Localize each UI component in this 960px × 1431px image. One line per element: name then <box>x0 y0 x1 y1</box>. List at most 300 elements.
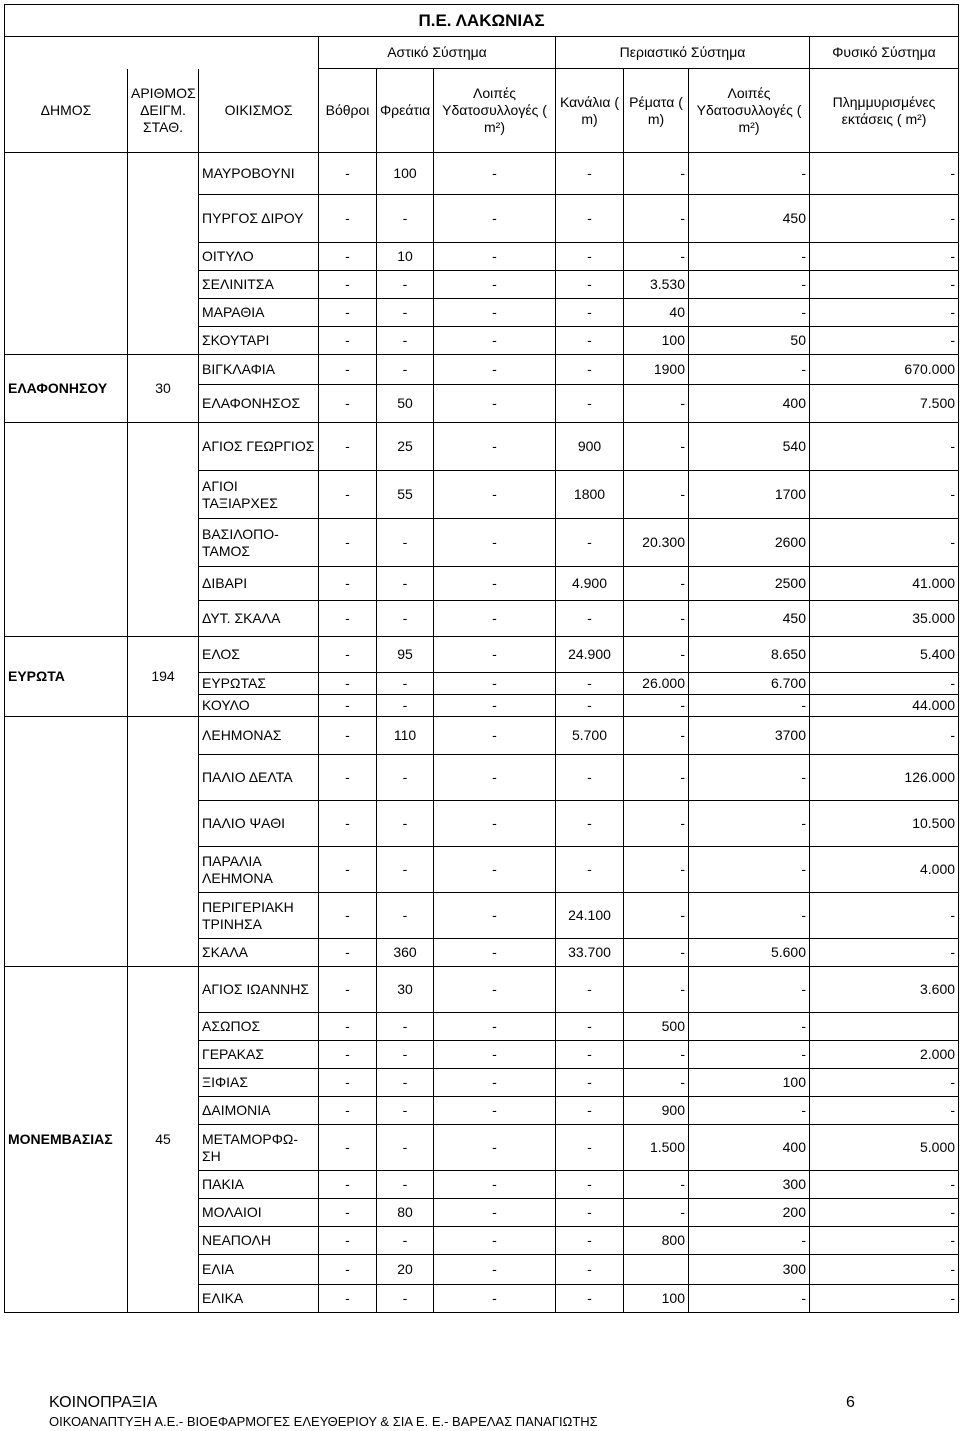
value-cell: - <box>319 355 377 385</box>
value-cell: - <box>810 1069 959 1097</box>
value-cell: 800 <box>624 1227 689 1255</box>
value-cell: - <box>377 567 434 601</box>
value-cell: - <box>377 1125 434 1171</box>
value-cell: - <box>319 1285 377 1313</box>
value-cell: - <box>810 299 959 327</box>
value-cell: - <box>810 271 959 299</box>
value-cell: - <box>319 673 377 695</box>
value-cell: - <box>556 1097 624 1125</box>
value-cell: - <box>377 1171 434 1199</box>
settlement-name: ΚΟΥΛΟ <box>199 695 319 717</box>
value-cell: - <box>319 717 377 755</box>
value-cell: 30 <box>377 967 434 1013</box>
value-cell: - <box>556 1227 624 1255</box>
value-cell: - <box>377 1097 434 1125</box>
value-cell: - <box>624 423 689 471</box>
value-cell: - <box>556 601 624 637</box>
group-urban: Αστικό Σύστημα <box>319 37 556 69</box>
value-cell: - <box>319 271 377 299</box>
value-cell: - <box>377 695 434 717</box>
value-cell: - <box>434 1069 556 1097</box>
value-cell: 670.000 <box>810 355 959 385</box>
value-cell: - <box>556 673 624 695</box>
value-cell: 100 <box>377 153 434 195</box>
col-dimos: ΔΗΜΟΣ <box>5 69 128 153</box>
value-cell: - <box>556 695 624 717</box>
value-cell: - <box>434 847 556 893</box>
value-cell: - <box>624 1069 689 1097</box>
value-cell: - <box>624 755 689 801</box>
value-cell: - <box>434 1041 556 1069</box>
value-cell: - <box>810 939 959 967</box>
value-cell: 5.700 <box>556 717 624 755</box>
value-cell: - <box>319 1227 377 1255</box>
value-cell: - <box>434 637 556 673</box>
value-cell: - <box>434 299 556 327</box>
station-count: 30 <box>128 355 199 423</box>
value-cell: - <box>377 195 434 243</box>
value-cell: - <box>556 355 624 385</box>
settlement-name: ΑΣΩΠΟΣ <box>199 1013 319 1041</box>
value-cell: 44.000 <box>810 695 959 717</box>
value-cell: - <box>810 327 959 355</box>
value-cell: - <box>434 153 556 195</box>
value-cell: - <box>556 385 624 423</box>
value-cell: - <box>810 1227 959 1255</box>
settlement-name: ΠΕΡΙΓΕΡΙΑΚΗ ΤΡΙΝΗΣΑ <box>199 893 319 939</box>
settlement-name: ΣΚΑΛΑ <box>199 939 319 967</box>
value-cell: - <box>377 271 434 299</box>
value-cell: - <box>624 939 689 967</box>
value-cell: - <box>377 755 434 801</box>
value-cell: 50 <box>377 385 434 423</box>
value-cell: - <box>434 1013 556 1041</box>
settlement-name: ΓΕΡΑΚΑΣ <box>199 1041 319 1069</box>
value-cell: - <box>434 1125 556 1171</box>
value-cell: 7.500 <box>810 385 959 423</box>
value-cell: 55 <box>377 471 434 519</box>
value-cell: - <box>689 299 810 327</box>
value-cell: - <box>434 1285 556 1313</box>
value-cell: - <box>319 153 377 195</box>
settlement-name: ΠΑΛΙΟ ΔΕΛΤΑ <box>199 755 319 801</box>
settlement-name: ΜΑΥΡΟΒΟΥΝΙ <box>199 153 319 195</box>
value-cell: 5.600 <box>689 939 810 967</box>
value-cell: - <box>434 567 556 601</box>
footer-company: ΚΟΙΝΟΠΡΑΞΙΑ <box>49 1394 158 1411</box>
value-cell: - <box>689 243 810 271</box>
value-cell: - <box>689 355 810 385</box>
value-cell: - <box>319 299 377 327</box>
value-cell: - <box>434 1171 556 1199</box>
station-count: 45 <box>128 967 199 1313</box>
settlement-name: ΟΙΤΥΛΟ <box>199 243 319 271</box>
value-cell: - <box>624 967 689 1013</box>
col-kanalia: Κανάλια ( m) <box>556 69 624 153</box>
value-cell: 2.000 <box>810 1041 959 1069</box>
municipality-blank <box>5 423 128 637</box>
value-cell: - <box>434 717 556 755</box>
value-cell: - <box>377 893 434 939</box>
value-cell: 35.000 <box>810 601 959 637</box>
settlement-name: ΛΕΗΜΟΝΑΣ <box>199 717 319 755</box>
value-cell: 40 <box>624 299 689 327</box>
station-count: 194 <box>128 637 199 717</box>
station-blank <box>128 717 199 967</box>
table-row <box>5 153 959 195</box>
value-cell: 20.300 <box>624 519 689 567</box>
settlement-name: ΑΓΙΟΣ ΙΩΑΝΝΗΣ <box>199 967 319 1013</box>
value-cell: - <box>689 967 810 1013</box>
value-cell: - <box>434 423 556 471</box>
value-cell: - <box>377 1013 434 1041</box>
value-cell: - <box>689 1227 810 1255</box>
value-cell: - <box>624 601 689 637</box>
value-cell: 126.000 <box>810 755 959 801</box>
value-cell <box>810 1013 959 1041</box>
value-cell: - <box>319 755 377 801</box>
value-cell: 4.000 <box>810 847 959 893</box>
value-cell: 100 <box>689 1069 810 1097</box>
value-cell: - <box>624 847 689 893</box>
municipality-name: ΕΥΡΩΤΑ <box>5 637 128 717</box>
value-cell <box>624 1255 689 1285</box>
value-cell: - <box>377 519 434 567</box>
value-cell: 5.000 <box>810 1125 959 1171</box>
settlement-name: ΕΛΙΚΑ <box>199 1285 319 1313</box>
value-cell: 95 <box>377 637 434 673</box>
value-cell: 24.900 <box>556 637 624 673</box>
value-cell: - <box>810 519 959 567</box>
settlement-name: ΠΑΡΑΛΙΑ ΛΕΗΜΟΝΑ <box>199 847 319 893</box>
value-cell: 3.530 <box>624 271 689 299</box>
settlement-name: ΕΥΡΩΤΑΣ <box>199 673 319 695</box>
value-cell: 450 <box>689 601 810 637</box>
value-cell: 100 <box>624 1285 689 1313</box>
value-cell: - <box>319 195 377 243</box>
value-cell: 80 <box>377 1199 434 1227</box>
value-cell: - <box>434 271 556 299</box>
value-cell: - <box>434 519 556 567</box>
value-cell: - <box>810 717 959 755</box>
table-row <box>5 423 959 471</box>
value-cell: - <box>556 1125 624 1171</box>
value-cell: - <box>434 195 556 243</box>
value-cell: - <box>319 243 377 271</box>
value-cell: - <box>810 471 959 519</box>
value-cell: - <box>319 1255 377 1285</box>
settlement-name: ΜΟΛΑΙΟΙ <box>199 1199 319 1227</box>
header-spacer <box>5 37 319 69</box>
value-cell: - <box>319 939 377 967</box>
value-cell: - <box>434 471 556 519</box>
value-cell: - <box>624 695 689 717</box>
table-row <box>5 717 959 755</box>
value-cell: - <box>319 1013 377 1041</box>
value-cell: - <box>689 1097 810 1125</box>
col-loipes-natural: Λοιπές Υδατοσυλλογές ( m²) <box>689 69 810 153</box>
value-cell: - <box>319 967 377 1013</box>
municipality-name: ΜΟΝΕΜΒΑΣΙΑΣ <box>5 967 128 1313</box>
settlement-name: ΒΑΣΙΛΟΠΟ-ΤΑΜΟΣ <box>199 519 319 567</box>
value-cell: - <box>556 1171 624 1199</box>
settlement-name: ΠΥΡΓΟΣ ΔΙΡΟΥ <box>199 195 319 243</box>
footer <box>49 1394 598 1429</box>
value-cell: - <box>556 1069 624 1097</box>
value-cell: - <box>689 893 810 939</box>
value-cell: - <box>319 423 377 471</box>
value-cell: - <box>689 1285 810 1313</box>
value-cell: 26.000 <box>624 673 689 695</box>
value-cell: - <box>810 673 959 695</box>
value-cell: - <box>624 801 689 847</box>
col-plimmyrismenes: Πλημμυρισμένες εκτάσεις ( m²) <box>810 69 959 153</box>
value-cell: 100 <box>624 327 689 355</box>
value-cell: - <box>624 1171 689 1199</box>
value-cell: - <box>319 637 377 673</box>
value-cell: - <box>319 1069 377 1097</box>
group-peripheral: Περιαστικό Σύστημα <box>556 37 810 69</box>
value-cell: 900 <box>624 1097 689 1125</box>
value-cell: - <box>377 847 434 893</box>
value-cell: 6.700 <box>689 673 810 695</box>
value-cell: - <box>434 673 556 695</box>
settlement-name: ΒΙΓΚΛΑΦΙΑ <box>199 355 319 385</box>
settlement-name: ΣΚΟΥΤΑΡΙ <box>199 327 319 355</box>
value-cell: 400 <box>689 1125 810 1171</box>
footer-members: ΟΙΚΟΑΝΑΠΤΥΞΗ Α.Ε.- ΒΙΟΕΦΑΡΜΟΓΕΣ ΕΛΕΥΘΕΡΙΟΥ & ΣΙΑ Ε. Ε.- ΒΑΡΕΛΑΣ ΠΑΝΑΓΙΩΤΗΣ <box>49 1414 598 1429</box>
value-cell: - <box>624 717 689 755</box>
col-vothroi: Βόθροι <box>319 69 377 153</box>
value-cell: - <box>434 355 556 385</box>
value-cell: - <box>434 243 556 271</box>
value-cell: - <box>556 519 624 567</box>
col-freatia: Φρεάτια <box>377 69 434 153</box>
value-cell: 25 <box>377 423 434 471</box>
value-cell: - <box>556 755 624 801</box>
value-cell: - <box>556 801 624 847</box>
value-cell: - <box>319 567 377 601</box>
value-cell: - <box>434 967 556 1013</box>
data-table <box>4 4 959 1313</box>
value-cell: - <box>319 1097 377 1125</box>
value-cell: - <box>810 195 959 243</box>
value-cell: - <box>319 1199 377 1227</box>
table-row <box>5 967 959 1013</box>
value-cell: 300 <box>689 1255 810 1285</box>
value-cell: - <box>377 299 434 327</box>
value-cell: - <box>689 695 810 717</box>
value-cell: 20 <box>377 1255 434 1285</box>
value-cell: 1700 <box>689 471 810 519</box>
value-cell: - <box>434 939 556 967</box>
page-number: 6 <box>846 1394 855 1411</box>
value-cell: - <box>810 1255 959 1285</box>
settlement-name: ΕΛΟΣ <box>199 637 319 673</box>
settlement-name: ΑΓΙΟΣ ΓΕΩΡΓΙΟΣ <box>199 423 319 471</box>
value-cell: - <box>624 471 689 519</box>
value-cell: - <box>624 153 689 195</box>
value-cell: 540 <box>689 423 810 471</box>
settlement-name: ΔΥΤ. ΣΚΑΛΑ <box>199 601 319 637</box>
value-cell: - <box>624 243 689 271</box>
value-cell: - <box>624 1041 689 1069</box>
settlement-name: ΑΓΙΟΙ ΤΑΞΙΑΡΧΕΣ <box>199 471 319 519</box>
group-natural: Φυσικό Σύστημα <box>810 37 959 69</box>
value-cell: - <box>556 195 624 243</box>
settlement-name: ΠΑΚΙΑ <box>199 1171 319 1199</box>
value-cell: - <box>434 1255 556 1285</box>
value-cell: - <box>556 299 624 327</box>
value-cell: - <box>556 271 624 299</box>
value-cell: - <box>319 1125 377 1171</box>
value-cell: - <box>556 1285 624 1313</box>
value-cell: - <box>319 1171 377 1199</box>
settlement-name: ΜΑΡΑΘΙΑ <box>199 299 319 327</box>
value-cell: - <box>689 801 810 847</box>
value-cell: - <box>434 1199 556 1227</box>
settlement-name: ΠΑΛΙΟ ΨΑΘΙ <box>199 801 319 847</box>
value-cell: - <box>434 893 556 939</box>
value-cell: 50 <box>689 327 810 355</box>
value-cell: - <box>624 195 689 243</box>
value-cell: - <box>624 385 689 423</box>
value-cell: - <box>810 153 959 195</box>
value-cell: - <box>810 1097 959 1125</box>
value-cell: - <box>377 355 434 385</box>
value-cell: - <box>556 153 624 195</box>
value-cell: - <box>810 893 959 939</box>
value-cell: 1800 <box>556 471 624 519</box>
value-cell: - <box>434 327 556 355</box>
value-cell: 200 <box>689 1199 810 1227</box>
value-cell: - <box>319 847 377 893</box>
value-cell: 1.500 <box>624 1125 689 1171</box>
value-cell: - <box>319 327 377 355</box>
value-cell: - <box>689 755 810 801</box>
col-oikismos: ΟΙΚΙΣΜΟΣ <box>199 69 319 153</box>
value-cell: - <box>810 1199 959 1227</box>
value-cell: 300 <box>689 1171 810 1199</box>
value-cell: 10 <box>377 243 434 271</box>
value-cell: - <box>319 385 377 423</box>
value-cell: 41.000 <box>810 567 959 601</box>
settlement-name: ΕΛΙΑ <box>199 1255 319 1285</box>
value-cell: - <box>810 1285 959 1313</box>
value-cell: - <box>377 673 434 695</box>
value-cell: 2500 <box>689 567 810 601</box>
value-cell: - <box>434 385 556 423</box>
table-row <box>5 355 959 385</box>
value-cell: - <box>434 695 556 717</box>
value-cell: - <box>624 893 689 939</box>
value-cell: - <box>556 967 624 1013</box>
value-cell: - <box>556 1199 624 1227</box>
settlement-name: ΕΛΑΦΟΝΗΣΟΣ <box>199 385 319 423</box>
value-cell: - <box>434 601 556 637</box>
value-cell: - <box>556 1041 624 1069</box>
table-title: Π.Ε. ΛΑΚΩΝΙΑΣ <box>5 5 959 37</box>
value-cell: - <box>319 893 377 939</box>
municipality-blank <box>5 717 128 967</box>
settlement-name: ΞΙΦΙΑΣ <box>199 1069 319 1097</box>
value-cell: 24.100 <box>556 893 624 939</box>
value-cell: - <box>319 1041 377 1069</box>
value-cell: - <box>319 695 377 717</box>
value-cell: 8.650 <box>689 637 810 673</box>
value-cell: - <box>434 1097 556 1125</box>
value-cell: - <box>624 567 689 601</box>
value-cell: - <box>624 637 689 673</box>
value-cell: 2600 <box>689 519 810 567</box>
value-cell: - <box>810 1171 959 1199</box>
document-sheet <box>4 4 959 1313</box>
value-cell: 450 <box>689 195 810 243</box>
value-cell: 360 <box>377 939 434 967</box>
value-cell: - <box>434 755 556 801</box>
value-cell: 400 <box>689 385 810 423</box>
value-cell: - <box>624 1199 689 1227</box>
value-cell: - <box>377 1069 434 1097</box>
value-cell: - <box>319 519 377 567</box>
value-cell: - <box>556 1255 624 1285</box>
value-cell: - <box>434 1227 556 1255</box>
value-cell: 33.700 <box>556 939 624 967</box>
value-cell: - <box>556 1013 624 1041</box>
col-loipes-urban: Λοιπές Υδατοσυλλογές ( m²) <box>434 69 556 153</box>
settlement-name: ΝΕΑΠΟΛΗ <box>199 1227 319 1255</box>
value-cell: - <box>556 847 624 893</box>
value-cell: - <box>689 1013 810 1041</box>
station-blank <box>128 423 199 637</box>
settlement-name: ΣΕΛΙΝΙΤΣΑ <box>199 271 319 299</box>
value-cell: 900 <box>556 423 624 471</box>
value-cell: 3.600 <box>810 967 959 1013</box>
municipality-blank <box>5 153 128 355</box>
value-cell: 4.900 <box>556 567 624 601</box>
value-cell: - <box>377 327 434 355</box>
value-cell: - <box>556 243 624 271</box>
value-cell: 10.500 <box>810 801 959 847</box>
municipality-name: ΕΛΑΦΟΝΗΣΟΥ <box>5 355 128 423</box>
value-cell: - <box>319 471 377 519</box>
settlement-name: ΜΕΤΑΜΟΡΦΩ-ΣΗ <box>199 1125 319 1171</box>
value-cell: 110 <box>377 717 434 755</box>
value-cell: - <box>319 601 377 637</box>
value-cell: 500 <box>624 1013 689 1041</box>
value-cell: 3700 <box>689 717 810 755</box>
value-cell: - <box>377 601 434 637</box>
settlement-name: ΔΑΙΜΟΝΙΑ <box>199 1097 319 1125</box>
value-cell: - <box>689 153 810 195</box>
value-cell: - <box>689 271 810 299</box>
value-cell: 1900 <box>624 355 689 385</box>
value-cell: - <box>377 801 434 847</box>
value-cell: - <box>689 847 810 893</box>
value-cell: - <box>810 243 959 271</box>
station-blank <box>128 153 199 355</box>
value-cell: 5.400 <box>810 637 959 673</box>
value-cell: - <box>556 327 624 355</box>
table-row <box>5 637 959 673</box>
value-cell: - <box>689 1041 810 1069</box>
value-cell: - <box>377 1285 434 1313</box>
value-cell: - <box>377 1227 434 1255</box>
value-cell: - <box>434 801 556 847</box>
value-cell: - <box>319 801 377 847</box>
col-remata: Ρέματα ( m) <box>624 69 689 153</box>
value-cell: - <box>810 423 959 471</box>
